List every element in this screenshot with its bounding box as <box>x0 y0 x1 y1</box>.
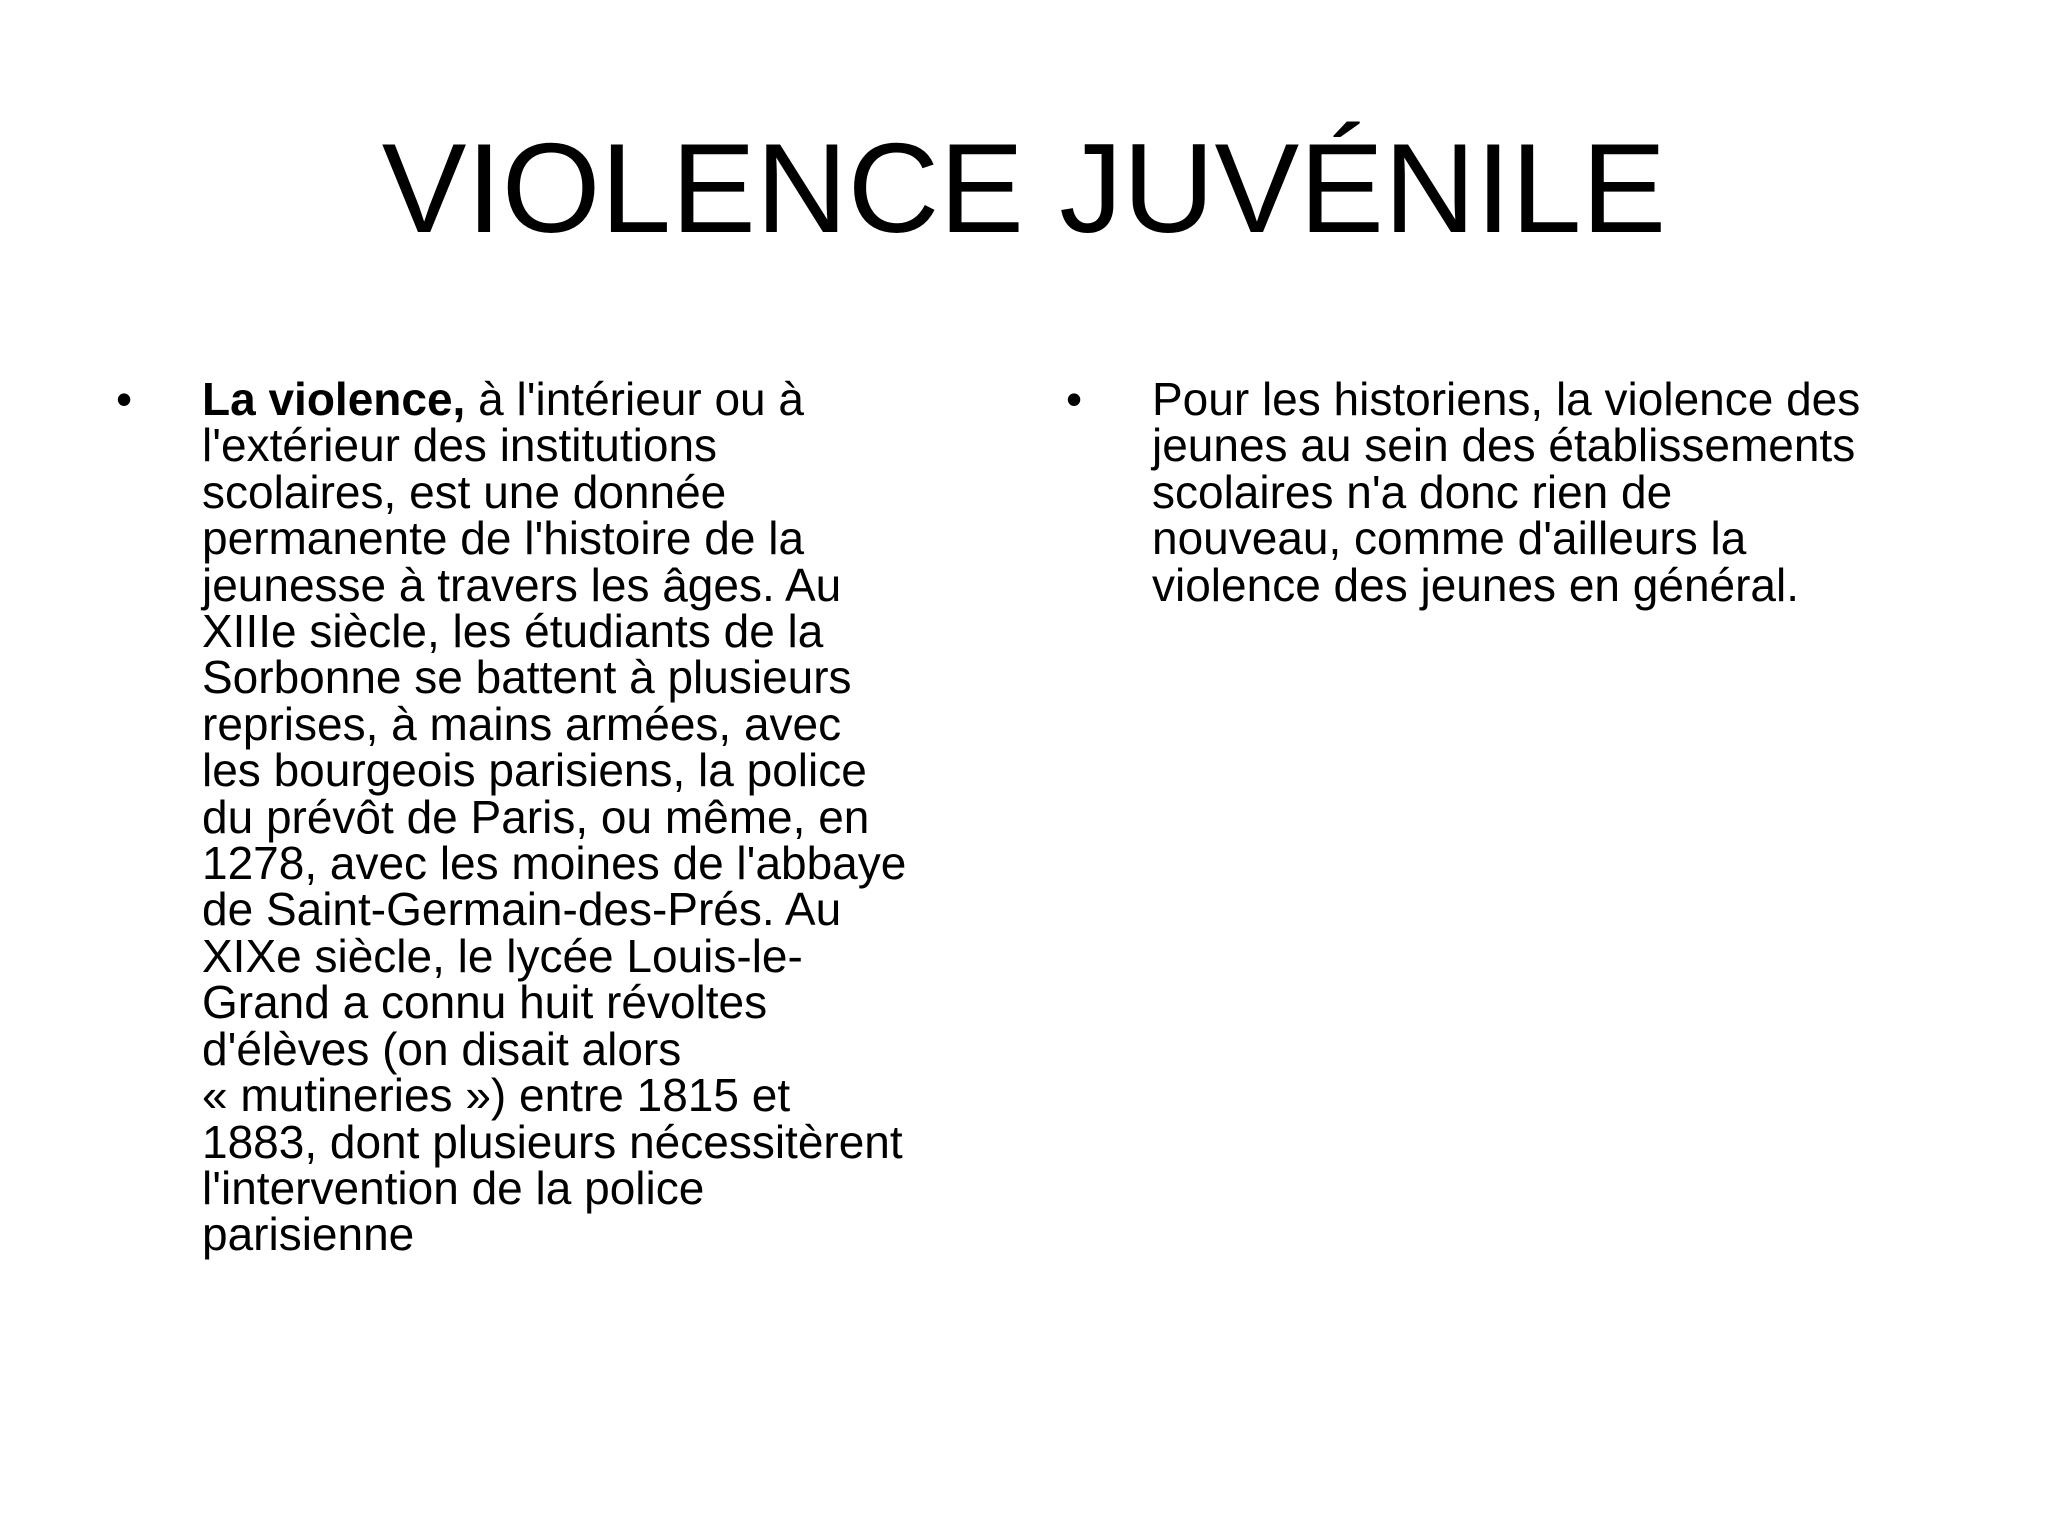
bullet-text-line: permanente de l'histoire de la <box>202 512 805 565</box>
bullet-text-line: scolaires n'a donc rien de <box>1152 465 1673 518</box>
left-column <box>116 373 1016 1261</box>
bullet-text-line <box>202 373 1016 425</box>
bullet-text: à l'intérieur ou à <box>465 373 804 425</box>
bullet-text-line: Grand a connu huit révoltes <box>202 976 768 1029</box>
bullet-text-line: l'extérieur des institutions <box>202 419 718 472</box>
bullet-text-line: XIXe siècle, le lycée Louis-le- <box>202 929 803 982</box>
bullet-text-line: jeunesse à travers les âges. Au <box>202 558 842 611</box>
bullet-item-right <box>1066 373 1966 611</box>
bullet-lead-bold: La violence, <box>202 373 466 425</box>
bullet-text-line: 1883, dont plusieurs nécessitèrent <box>202 1115 903 1168</box>
bullet-text-line: les bourgeois parisiens, la police <box>202 744 867 797</box>
bullet-text-line: l'intervention de la police <box>202 1161 705 1214</box>
bullet-text-line: Sorbonne se battent à plusieurs <box>202 651 852 704</box>
bullet-text-line: jeunes au sein des établissements <box>1152 419 1856 472</box>
bullet-text-line: scolaires, est une donnée <box>202 465 727 518</box>
bullet-text-line: 1278, avec les moines de l'abbaye <box>202 837 907 890</box>
right-column <box>1066 373 1966 611</box>
bullet-text-line: nouveau, comme d'ailleurs la <box>1152 512 1747 565</box>
bullet-icon: • <box>116 373 133 425</box>
bullet-text-line: « mutineries ») entre 1815 et <box>202 1069 791 1122</box>
bullet-text-line: parisienne <box>202 1208 415 1261</box>
bullet-text-line: reprises, à mains armées, avec <box>202 697 842 750</box>
bullet-text-line: de Saint-Germain-des-Prés. Au <box>202 883 842 936</box>
bullet-text-line: d'élèves (on disait alors <box>202 1022 682 1075</box>
bullet-text-line: XIIIe siècle, les étudiants de la <box>202 605 824 658</box>
bullet-text-line: du prévôt de Paris, ou même, en <box>202 790 870 843</box>
bullet-text-line: violence des jeunes en général. <box>1152 558 1800 611</box>
bullet-text-line: Pour les historiens, la violence des <box>1152 373 1861 425</box>
bullet-icon: • <box>1066 373 1083 425</box>
slide-title: VIOLENCE JUVÉNILE <box>381 117 1667 259</box>
bullet-item-left <box>116 373 1016 1261</box>
